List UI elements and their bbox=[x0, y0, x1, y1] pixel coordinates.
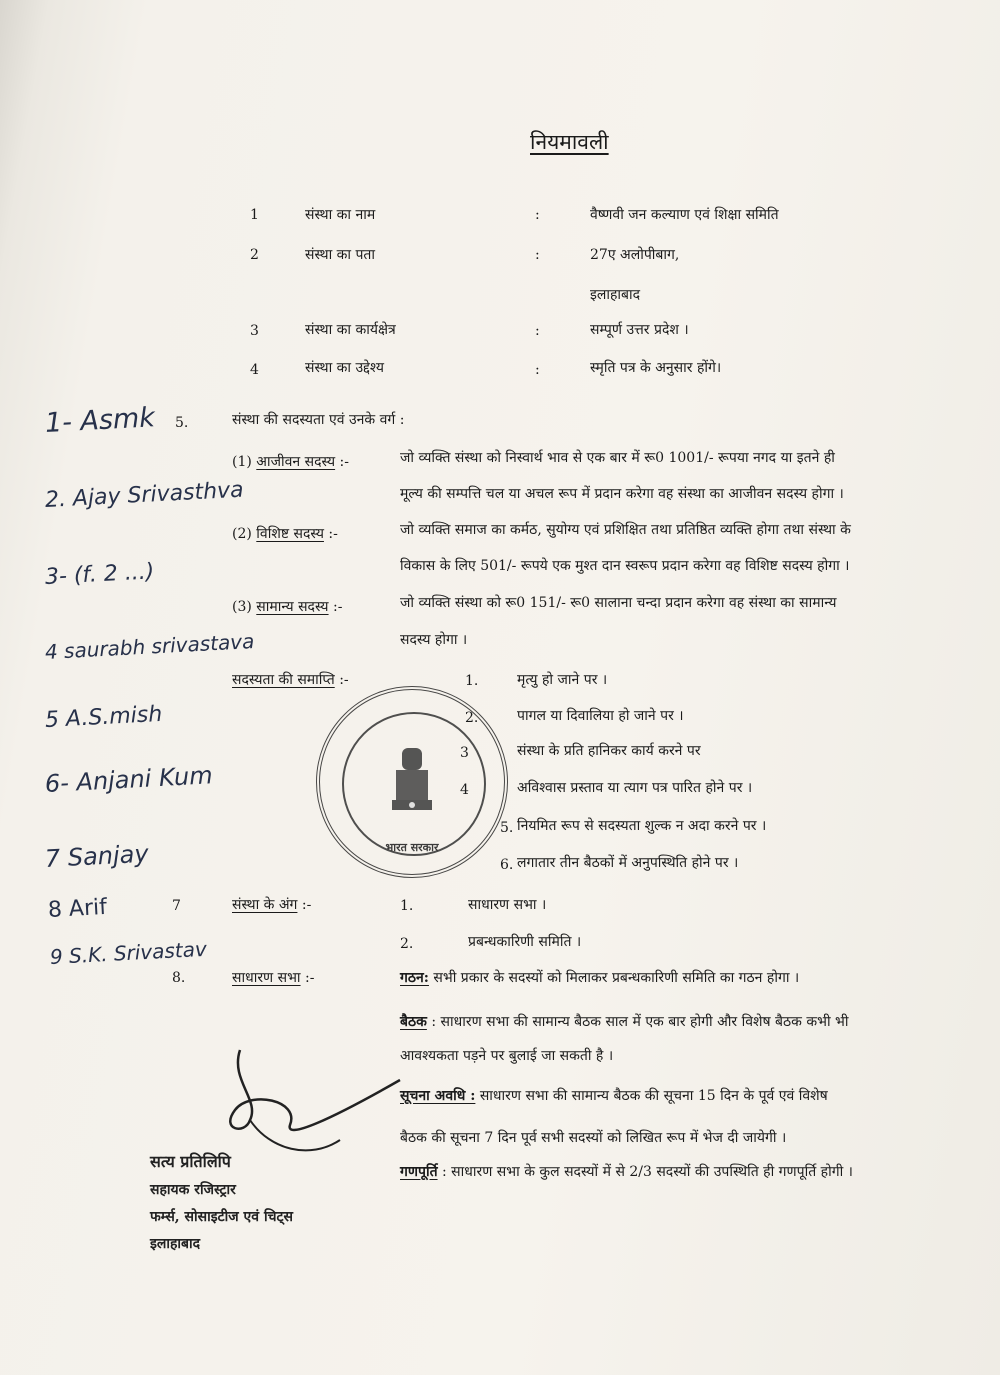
section-label: साधारण सभा :- bbox=[232, 970, 315, 986]
meeting-paragraph-line2: आवश्यकता पड़ने पर बुलाई जा सकती है । bbox=[400, 1048, 614, 1064]
member-description: मूल्य की सम्पत्ति चल या अचल रूप में प्रदान करेगा वह संस्था का आजीवन सदस्य होगा । bbox=[400, 486, 844, 502]
meeting-paragraph: बैठक : साधारण सभा की सामान्य बैठक साल में एक बार होगी और विशेष बैठक कभी भी bbox=[400, 1014, 849, 1030]
list-item: संस्था के प्रति हानिकर कार्य करने पर bbox=[517, 743, 701, 759]
list-number: 4 bbox=[460, 782, 469, 798]
list-item: पागल या दिवालिया हो जाने पर । bbox=[517, 708, 684, 724]
list-number: 2. bbox=[400, 936, 414, 952]
list-item: प्रबन्धकारिणी समिति । bbox=[468, 934, 582, 950]
signature: 1- Asmk bbox=[44, 402, 156, 439]
notice-paragraph: सूचना अवधि : साधारण सभा की सामान्य बैठक की सूचना 15 दिन के पूर्व एवं विशेष bbox=[400, 1088, 828, 1104]
list-item: लगातार तीन बैठकों में अनुपस्थिति होने पर । bbox=[517, 855, 739, 871]
list-item: मृत्यु हो जाने पर । bbox=[517, 672, 608, 688]
section-heading: संस्था की सदस्यता एवं उनके वर्ग : bbox=[232, 412, 405, 428]
member-description: विकास के लिए 501/- रूपये एक मुश्त दान स्वरूप प्रदान करेगा वह विशिष्ट सदस्य होगा । bbox=[400, 558, 850, 574]
field-label: संस्था का नाम bbox=[305, 207, 376, 223]
signature: 6- Anjani Kum bbox=[44, 761, 214, 798]
section-number: 7 bbox=[172, 898, 181, 914]
seal-text: भारत सरकार bbox=[385, 841, 439, 854]
termination-label: सदस्यता की समाप्ति :- bbox=[232, 672, 349, 688]
list-number: 3 bbox=[460, 745, 469, 761]
stamp-line: सहायक रजिस्ट्रार bbox=[150, 1182, 236, 1198]
member-description: जो व्यक्ति संस्था को रू0 151/- रू0 सालाना चन्दा प्रदान करेगा वह संस्था का सामान्य bbox=[400, 595, 837, 611]
emblem-icon bbox=[386, 742, 438, 822]
list-number: 6. bbox=[500, 857, 514, 873]
stamp-line: इलाहाबाद bbox=[150, 1236, 201, 1252]
notice-paragraph-line2: बैठक की सूचना 7 दिन पूर्व सभी सदस्यों को लिखित रूप में भेज दी जायेगी । bbox=[400, 1130, 787, 1146]
member-description: सदस्य होगा । bbox=[400, 632, 468, 648]
stamp-line: फर्म्स, सोसाइटीज एवं चिट्स bbox=[150, 1209, 293, 1225]
list-number: 1. bbox=[400, 898, 414, 914]
field-value: स्मृति पत्र के अनुसार होंगे। bbox=[590, 360, 722, 376]
list-item: नियमित रूप से सदस्यता शुल्क न अदा करने पर । bbox=[517, 818, 767, 834]
signature: 3- (f. 2 ...) bbox=[44, 559, 155, 590]
field-value: सम्पूर्ण उत्तर प्रदेश । bbox=[590, 322, 689, 338]
member-type-label: (3) सामान्य सदस्य :- bbox=[232, 599, 343, 615]
formation-paragraph: गठन: सभी प्रकार के सदस्यों को मिलाकर प्रबन्धकारिणी समिति का गठन होगा । bbox=[400, 970, 800, 986]
field-value: 27ए अलोपीबाग, bbox=[590, 247, 680, 263]
list-item: साधारण सभा । bbox=[468, 897, 547, 913]
field-colon: : bbox=[535, 247, 540, 263]
field-label: संस्था का पता bbox=[305, 247, 376, 263]
member-description: जो व्यक्ति समाज का कर्मठ, सुयोग्य एवं प्रशिक्षित तथा प्रतिष्ठित व्यक्ति होगा तथा संस्था के bbox=[400, 522, 851, 538]
list-item: अविश्वास प्रस्ताव या त्याग पत्र पारित होने पर । bbox=[517, 780, 753, 796]
member-description: जो व्यक्ति संस्था को निस्वार्थ भाव से एक बार में रू0 1001/- रूपया नगद या इतने ही bbox=[400, 450, 835, 466]
field-number: 2 bbox=[250, 247, 259, 263]
signature: 4 saurabh srivastava bbox=[44, 629, 255, 664]
list-number: 1. bbox=[465, 673, 479, 689]
field-value: वैष्णवी जन कल्याण एवं शिक्षा समिति bbox=[590, 207, 779, 223]
field-colon: : bbox=[535, 323, 540, 339]
section-number: 8. bbox=[172, 970, 186, 986]
quorum-paragraph: गणपूर्ति : साधारण सभा के कुल सदस्यों में से 2/3 सदस्यों की उपस्थिति ही गणपूर्ति होगी । bbox=[400, 1164, 853, 1180]
member-type-label: (1) आजीवन सदस्य :- bbox=[232, 454, 349, 470]
signature: 5 A.S.mish bbox=[44, 701, 163, 733]
signature: 7 Sanjay bbox=[44, 839, 150, 873]
field-colon: : bbox=[535, 362, 540, 378]
field-number: 3 bbox=[250, 323, 259, 339]
signature: 8 Arif bbox=[47, 894, 108, 923]
page-title: नियमावली bbox=[530, 130, 609, 154]
official-seal bbox=[316, 686, 508, 878]
field-number: 1 bbox=[250, 207, 259, 223]
field-label: संस्था का कार्यक्षेत्र bbox=[305, 322, 396, 338]
section-label: संस्था के अंग :- bbox=[232, 897, 312, 913]
field-value-line2: इलाहाबाद bbox=[590, 287, 641, 303]
list-number: 2. bbox=[465, 710, 479, 726]
list-number: 5. bbox=[500, 820, 514, 836]
stamp-line: सत्य प्रतिलिपि bbox=[150, 1152, 231, 1171]
field-label: संस्था का उद्देश्य bbox=[305, 360, 384, 376]
section-number: 5. bbox=[175, 415, 189, 431]
signature: 2. Ajay Srivasthva bbox=[44, 477, 245, 513]
certification-stamp bbox=[150, 1150, 293, 1261]
field-number: 4 bbox=[250, 362, 259, 378]
field-colon: : bbox=[535, 207, 540, 223]
signature: 9 S.K. Srivastav bbox=[49, 936, 208, 969]
member-type-label: (2) विशिष्ट सदस्य :- bbox=[232, 526, 338, 542]
